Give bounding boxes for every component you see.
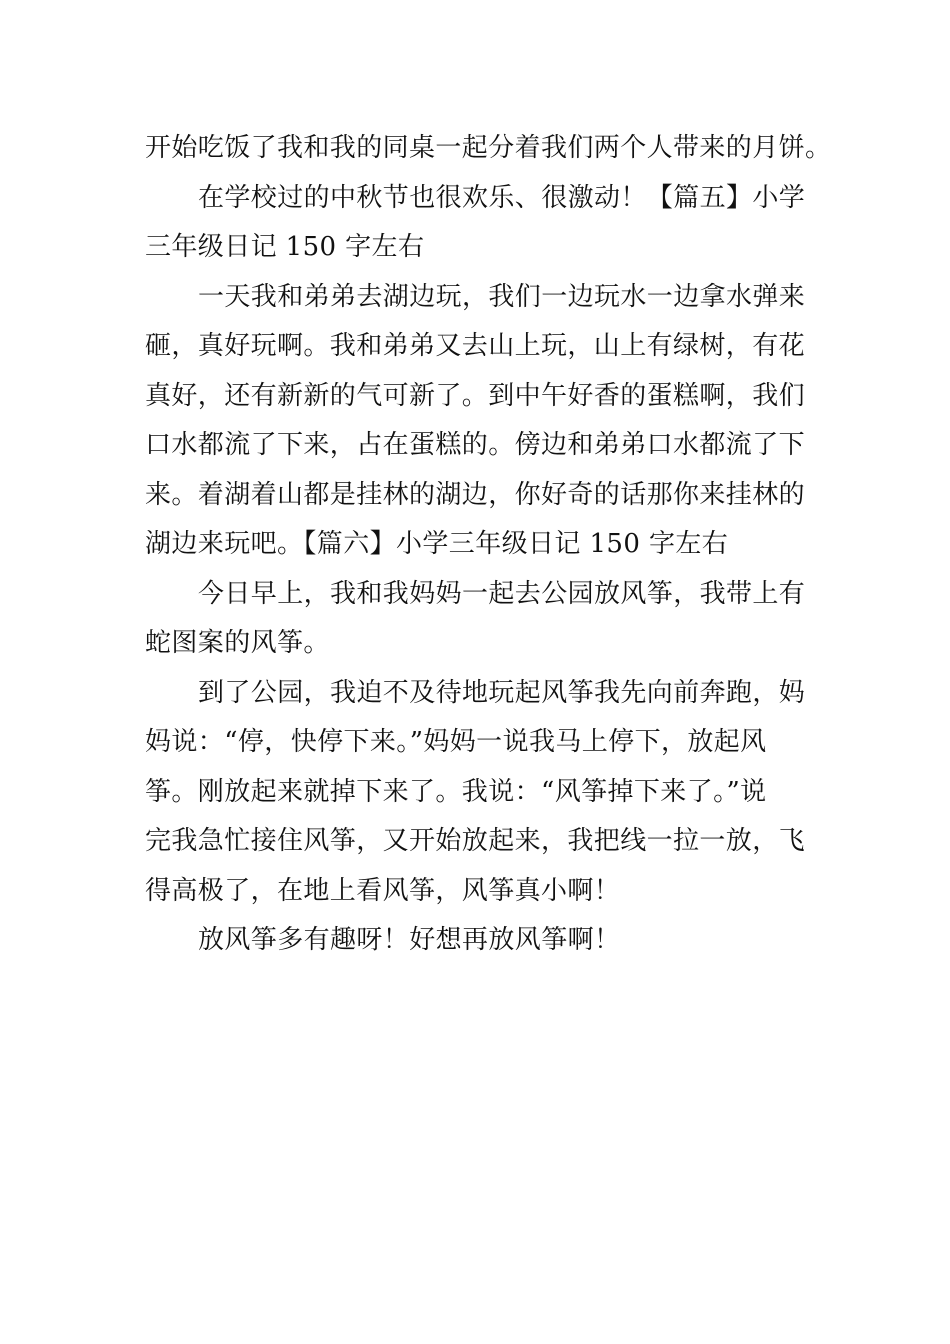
paragraph-first-line: 今日早上，我和我妈妈一起去公园放风筝，我带上有 [198,578,806,609]
text-line: 来。着湖着山都是挂林的湖边，你好奇的话那你来挂林的 [145,479,806,510]
document-body [145,124,832,966]
paragraph-first-line: 一天我和弟弟去湖边玩，我们一边玩水一边拿水弹来 [198,281,806,312]
paragraph-first-line: 到了公园，我迫不及待地玩起风筝我先向前奔跑，妈 [198,677,806,708]
text-line: 筝。刚放起来就掉下来了。我说：“风筝掉下来了。”说 [145,776,767,807]
text-line: 蛇图案的风筝。 [145,628,330,658]
text-line: 湖边来玩吧。【篇六】小学三年级日记 150 字左右 [145,529,729,559]
paragraph-first-line: 在学校过的中秋节也很欢乐、很激动！【篇五】小学 [198,182,806,213]
paragraph-first-line: 放风筝多有趣呀！好想再放风筝啊！ [198,925,621,955]
text-line: 三年级日记 150 字左右 [145,232,425,262]
text-line: 妈说：“停，快停下来。”妈妈一说我马上停下，放起风 [145,727,767,757]
text-line: 砸，真好玩啊。我和弟弟又去山上玩，山上有绿树，有花 [145,331,806,361]
text-line: 完我急忙接住风筝，又开始放起来，我把线一拉一放，飞 [145,826,806,856]
text-line: 得高极了，在地上看风筝，风筝真小啊！ [145,875,621,906]
text-line: 真好，还有新新的气可新了。到中午好香的蛋糕啊，我们 [145,380,806,411]
text-line: 口水都流了下来，占在蛋糕的。傍边和弟弟口水都流了下 [145,430,806,460]
text-line: 开始吃饭了我和我的同桌一起分着我们两个人带来的月饼。 [145,133,832,163]
